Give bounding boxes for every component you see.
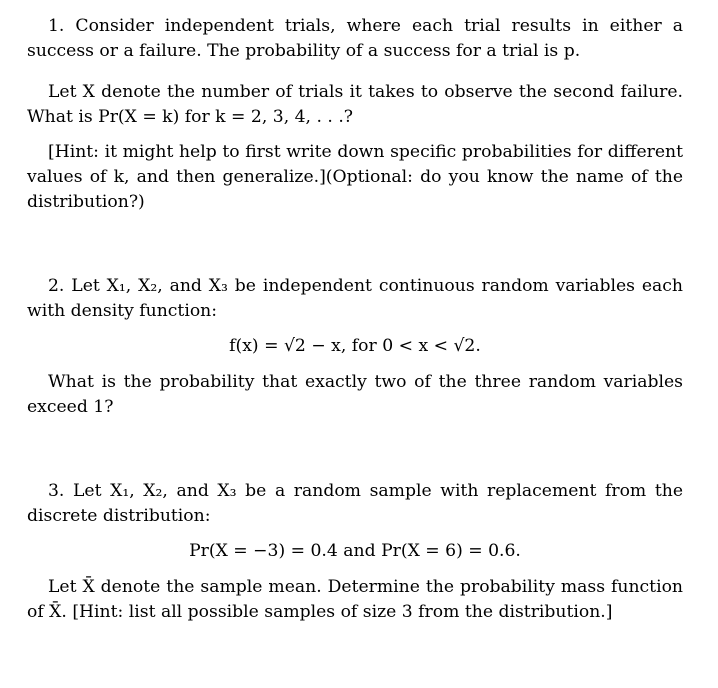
problem-3-statement: 3. Let X₁, X₂, and X₃ be a random sample with replacement from the discrete distribution: (27, 481, 683, 526)
document-page (27, 14, 683, 625)
problem-1-hint: [Hint: it might help to first write down specific probabilities for different values of k, and then generalize.](Optional: do you know the name of the distribution?) (27, 142, 683, 212)
problem-2-density-equation: f(x) = √2 − x, for 0 < x < √2. (229, 336, 481, 356)
problem-3-distribution-equation: Pr(X = −3) = 0.4 and Pr(X = 6) = 0.6. (189, 541, 521, 561)
problem-1 (27, 14, 683, 215)
problem-2-statement: 2. Let X₁, X₂, and X₃ be independent continuous random variables each with density function: (27, 276, 683, 321)
problem-1-question: Let X denote the number of trials it takes to observe the second failure. What is Pr(X = k) for k = 2, 3, 4, . . .? (27, 82, 683, 127)
problem-2-question: What is the probability that exactly two of the three random variables exceed 1? (27, 372, 683, 417)
problem-3-question: Let X̄ denote the sample mean. Determine the probability mass function of X̄. [Hint: list all possible samples of size 3 from the distribution.] (27, 577, 683, 622)
problem-2 (27, 274, 683, 420)
problem-1-statement: 1. Consider independent trials, where each trial results in either a success or a failure. The probability of a success for a trial is p. (27, 16, 683, 61)
problem-3 (27, 479, 683, 625)
